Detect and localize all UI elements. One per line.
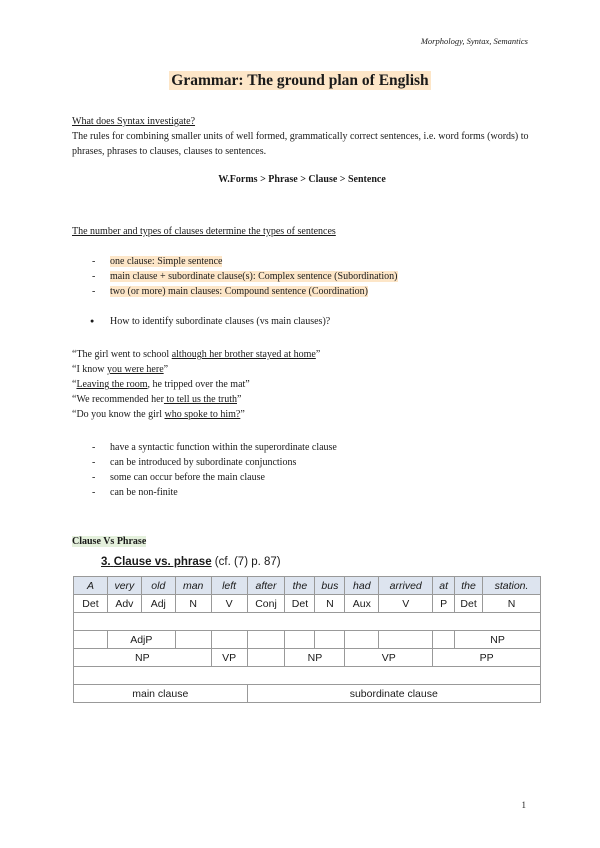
word-cell: A (74, 577, 108, 595)
tag-cell: V (211, 595, 247, 613)
empty-cell (379, 631, 433, 649)
table-row (74, 685, 541, 703)
empty-cell (211, 631, 247, 649)
empty-cell (74, 667, 541, 685)
tag-cell: Det (455, 595, 483, 613)
word-cell: old (141, 577, 175, 595)
features-section (72, 440, 532, 500)
examples-section (72, 347, 532, 422)
np-cell: NP (285, 649, 345, 667)
empty-cell (74, 613, 541, 631)
table-row (74, 631, 541, 649)
hierarchy-line: W.Forms > Phrase > Clause > Sentence (218, 174, 386, 185)
word-cell: the (455, 577, 483, 595)
table-row (74, 649, 541, 667)
empty-cell (247, 649, 285, 667)
page-title-text: Grammar: The ground plan of English (171, 72, 429, 89)
intro-answer: The rules for combining smaller units of well formed, grammatically correct sentences, i.e. word forms (words) to phrases, phrases to clauses, clauses to sentences. (72, 131, 529, 157)
list-item: - can be non-finite (72, 485, 532, 500)
np-cell: NP (74, 649, 212, 667)
clause-type-list (72, 254, 532, 299)
example-sentence: “We recommended her to tell us the truth” (72, 394, 242, 405)
clauses-heading: The number and types of clauses determine the types of sentences (72, 226, 336, 237)
empty-cell (433, 631, 455, 649)
example-sentence: “The girl went to school although her brother stayed at home” (72, 349, 321, 360)
tag-cell: N (315, 595, 345, 613)
word-cell: had (345, 577, 379, 595)
example-sentence: “Do you know the girl who spoke to him?” (72, 409, 245, 420)
adjp-cell: AdjP (107, 631, 175, 649)
clause-phrase-table (73, 576, 541, 703)
vp-cell: VP (345, 649, 433, 667)
figure-caption: 3. Clause vs. phrase (cf. (7) p. 87) (101, 556, 281, 568)
empty-cell (175, 631, 211, 649)
intro-question: What does Syntax investigate? (72, 116, 196, 127)
tag-cell: Aux (345, 595, 379, 613)
word-cell: the (285, 577, 315, 595)
table-row (74, 577, 541, 595)
example-sentence: “I know you were here” (72, 364, 169, 375)
clauses-section (72, 224, 532, 329)
tag-cell: Det (74, 595, 108, 613)
list-item: - can be introduced by subordinate conjunctions (72, 455, 532, 470)
list-item: - two (or more) main clauses: Compound sentence (Coordination) (72, 284, 532, 299)
empty-cell (285, 631, 315, 649)
tag-cell: Adj (141, 595, 175, 613)
pp-cell: PP (433, 649, 541, 667)
np-cell: NP (455, 631, 541, 649)
word-cell: man (175, 577, 211, 595)
word-cell: bus (315, 577, 345, 595)
word-cell: very (107, 577, 141, 595)
empty-cell (74, 631, 108, 649)
feature-list (72, 440, 532, 500)
empty-cell (345, 631, 379, 649)
word-cell: at (433, 577, 455, 595)
intro-section (72, 114, 532, 187)
tag-cell: N (483, 595, 541, 613)
word-cell: after (247, 577, 285, 595)
tag-cell: Det (285, 595, 315, 613)
running-header: Morphology, Syntax, Semantics (420, 36, 528, 46)
tag-cell: P (433, 595, 455, 613)
word-cell: station. (483, 577, 541, 595)
table-row (74, 613, 541, 631)
list-item: - some can occur before the main clause (72, 470, 532, 485)
vp-cell: VP (211, 649, 247, 667)
list-item: - have a syntactic function within the superordinate clause (72, 440, 532, 455)
empty-cell (247, 631, 285, 649)
tag-cell: Adv (107, 595, 141, 613)
word-cell: arrived (379, 577, 433, 595)
tag-cell: V (379, 595, 433, 613)
tag-cell: Conj (247, 595, 285, 613)
list-item: - one clause: Simple sentence (72, 254, 532, 269)
list-item: - main clause + subordinate clause(s): Complex sentence (Subordination) (72, 269, 532, 284)
subordinate-clause-cell: subordinate clause (247, 685, 540, 703)
example-sentence: “Leaving the room, he tripped over the mat” (72, 379, 250, 390)
table-row (74, 595, 541, 613)
clause-vs-phrase-heading: Clause Vs Phrase (72, 536, 147, 547)
table-row (74, 667, 541, 685)
tag-cell: N (175, 595, 211, 613)
page-title (0, 72, 600, 90)
identify-question: ● How to identify subordinate clauses (vs main clauses)? (72, 314, 532, 329)
main-clause-cell: main clause (74, 685, 248, 703)
page-number: 1 (521, 800, 526, 810)
empty-cell (315, 631, 345, 649)
word-cell: left (211, 577, 247, 595)
